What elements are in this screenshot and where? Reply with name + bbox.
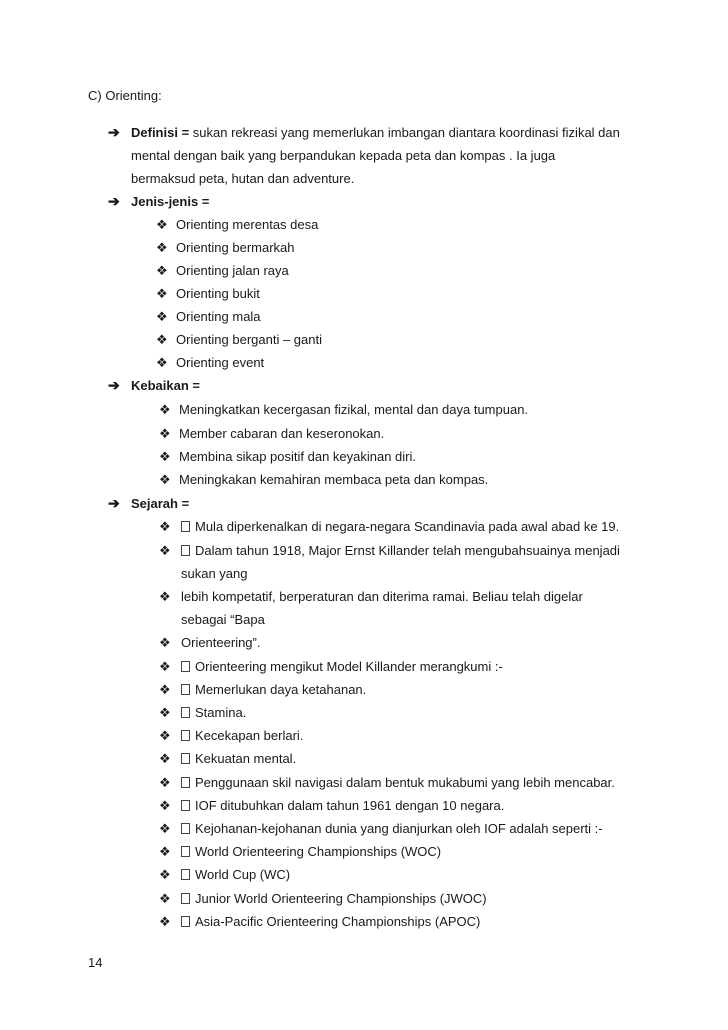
diamond-bullet-icon: ❖ xyxy=(159,798,171,813)
section-heading: C) Orienting: xyxy=(88,88,162,103)
sejarah-item-text: Dalam tahun 1918, Major Ernst Killander telah mengubahsuainya menjadi xyxy=(195,543,620,558)
kebaikan-item: Meningkatkan kecergasan fizikal, mental dan daya tumpuan. xyxy=(179,402,529,417)
sejarah-item-text: Junior World Orienteering Championships (JWOC) xyxy=(195,891,487,906)
diamond-bullet-icon: ❖ xyxy=(156,240,168,255)
sejarah-item-text: Kecekapan berlari. xyxy=(195,728,304,743)
sejarah-item xyxy=(181,891,487,907)
sejarah-item xyxy=(181,821,603,837)
missing-glyph-box-icon xyxy=(181,753,190,764)
arrow-bullet-icon: ➔ xyxy=(108,377,120,393)
diamond-bullet-icon: ❖ xyxy=(159,705,171,720)
kebaikan-item: Member cabaran dan keseronokan. xyxy=(179,426,385,441)
diamond-bullet-icon: ❖ xyxy=(156,355,168,370)
diamond-bullet-icon: ❖ xyxy=(159,449,171,464)
diamond-bullet-icon: ❖ xyxy=(159,867,171,882)
missing-glyph-box-icon xyxy=(181,846,190,857)
diamond-bullet-icon: ❖ xyxy=(156,309,168,324)
sejarah-item xyxy=(181,543,620,559)
sejarah-item xyxy=(181,844,441,860)
diamond-bullet-icon: ❖ xyxy=(156,286,168,301)
sejarah-label: Sejarah = xyxy=(131,496,190,511)
diamond-bullet-icon: ❖ xyxy=(159,891,171,906)
sejarah-item-text: Stamina. xyxy=(195,705,247,720)
diamond-bullet-icon: ❖ xyxy=(159,821,171,836)
jenis-item: Orienting bermarkah xyxy=(176,240,295,255)
missing-glyph-box-icon xyxy=(181,521,190,532)
sejarah-item xyxy=(181,914,480,930)
definisi-line-1 xyxy=(131,125,620,141)
missing-glyph-box-icon xyxy=(181,661,190,672)
kebaikan-item: Membina sikap positif dan keyakinan diri. xyxy=(179,449,417,464)
diamond-bullet-icon: ❖ xyxy=(159,914,171,929)
sejarah-item-text: World Cup (WC) xyxy=(195,867,291,882)
definisi-line-3: bermaksud peta, hutan dan adventure. xyxy=(131,171,355,186)
sejarah-item xyxy=(181,775,615,791)
sejarah-item xyxy=(181,519,619,535)
diamond-bullet-icon: ❖ xyxy=(159,682,171,697)
kebaikan-label: Kebaikan = xyxy=(131,378,201,393)
page-number: 14 xyxy=(88,955,103,970)
diamond-bullet-icon: ❖ xyxy=(159,635,171,650)
diamond-bullet-icon: ❖ xyxy=(159,751,171,766)
diamond-bullet-icon: ❖ xyxy=(159,472,171,487)
definisi-text-1: sukan rekreasi yang memerlukan imbangan diantara koordinasi fizikal dan xyxy=(192,125,620,140)
jenis-item: Orienting merentas desa xyxy=(176,217,319,232)
sejarah-item xyxy=(181,798,504,814)
arrow-bullet-icon: ➔ xyxy=(108,193,120,209)
sejarah-item-text: Kekuatan mental. xyxy=(195,751,297,766)
diamond-bullet-icon: ❖ xyxy=(156,332,168,347)
diamond-bullet-icon: ❖ xyxy=(159,402,171,417)
missing-glyph-box-icon xyxy=(181,545,190,556)
sejarah-item: Orienteering”. xyxy=(181,635,261,650)
diamond-bullet-icon: ❖ xyxy=(159,519,171,534)
sejarah-item-text: Kejohanan-kejohanan dunia yang dianjurkan oleh IOF adalah seperti :- xyxy=(195,821,603,836)
sejarah-item-text: Orienteering mengikut Model Killander merangkumi :- xyxy=(195,659,503,674)
missing-glyph-box-icon xyxy=(181,916,190,927)
missing-glyph-box-icon xyxy=(181,823,190,834)
jenis-label: Jenis-jenis = xyxy=(131,194,210,209)
definisi-line-2: mental dengan baik yang berpandukan kepada peta dan kompas . Ia juga xyxy=(131,148,556,163)
missing-glyph-box-icon xyxy=(181,893,190,904)
jenis-item: Orienting jalan raya xyxy=(176,263,289,278)
sejarah-item xyxy=(181,659,503,675)
diamond-bullet-icon: ❖ xyxy=(156,217,168,232)
sejarah-item-text: Penggunaan skil navigasi dalam bentuk mukabumi yang lebih mencabar. xyxy=(195,775,615,790)
sejarah-item: lebih kompetatif, berperaturan dan diterima ramai. Beliau telah digelar xyxy=(181,589,583,604)
arrow-bullet-icon: ➔ xyxy=(108,495,120,511)
jenis-item: Orienting berganti – ganti xyxy=(176,332,322,347)
sejarah-item xyxy=(181,705,246,721)
sejarah-item-continuation: sukan yang xyxy=(181,566,248,581)
sejarah-item-text: Memerlukan daya ketahanan. xyxy=(195,682,367,697)
sejarah-item xyxy=(181,867,290,883)
sejarah-item xyxy=(181,728,303,744)
diamond-bullet-icon: ❖ xyxy=(159,844,171,859)
definisi-label: Definisi = xyxy=(131,125,190,140)
jenis-item: Orienting event xyxy=(176,355,265,370)
diamond-bullet-icon: ❖ xyxy=(159,426,171,441)
missing-glyph-box-icon xyxy=(181,869,190,880)
diamond-bullet-icon: ❖ xyxy=(159,728,171,743)
sejarah-item-text: Mula diperkenalkan di negara-negara Scandinavia pada awal abad ke 19. xyxy=(195,519,620,534)
diamond-bullet-icon: ❖ xyxy=(156,263,168,278)
sejarah-item xyxy=(181,682,366,698)
sejarah-item-text: IOF ditubuhkan dalam tahun 1961 dengan 10 negara. xyxy=(195,798,505,813)
sejarah-item-text: World Orienteering Championships (WOC) xyxy=(195,844,442,859)
sejarah-item xyxy=(181,751,296,767)
diamond-bullet-icon: ❖ xyxy=(159,775,171,790)
diamond-bullet-icon: ❖ xyxy=(159,589,171,604)
jenis-item: Orienting bukit xyxy=(176,286,260,301)
jenis-item: Orienting mala xyxy=(176,309,261,324)
missing-glyph-box-icon xyxy=(181,730,190,741)
diamond-bullet-icon: ❖ xyxy=(159,543,171,558)
diamond-bullet-icon: ❖ xyxy=(159,659,171,674)
missing-glyph-box-icon xyxy=(181,800,190,811)
arrow-bullet-icon: ➔ xyxy=(108,124,120,140)
missing-glyph-box-icon xyxy=(181,684,190,695)
missing-glyph-box-icon xyxy=(181,707,190,718)
sejarah-item-continuation: sebagai “Bapa xyxy=(181,612,265,627)
sejarah-item-text: Asia-Pacific Orienteering Championships (APOC) xyxy=(195,914,481,929)
kebaikan-item: Meningkakan kemahiran membaca peta dan kompas. xyxy=(179,472,489,487)
missing-glyph-box-icon xyxy=(181,777,190,788)
